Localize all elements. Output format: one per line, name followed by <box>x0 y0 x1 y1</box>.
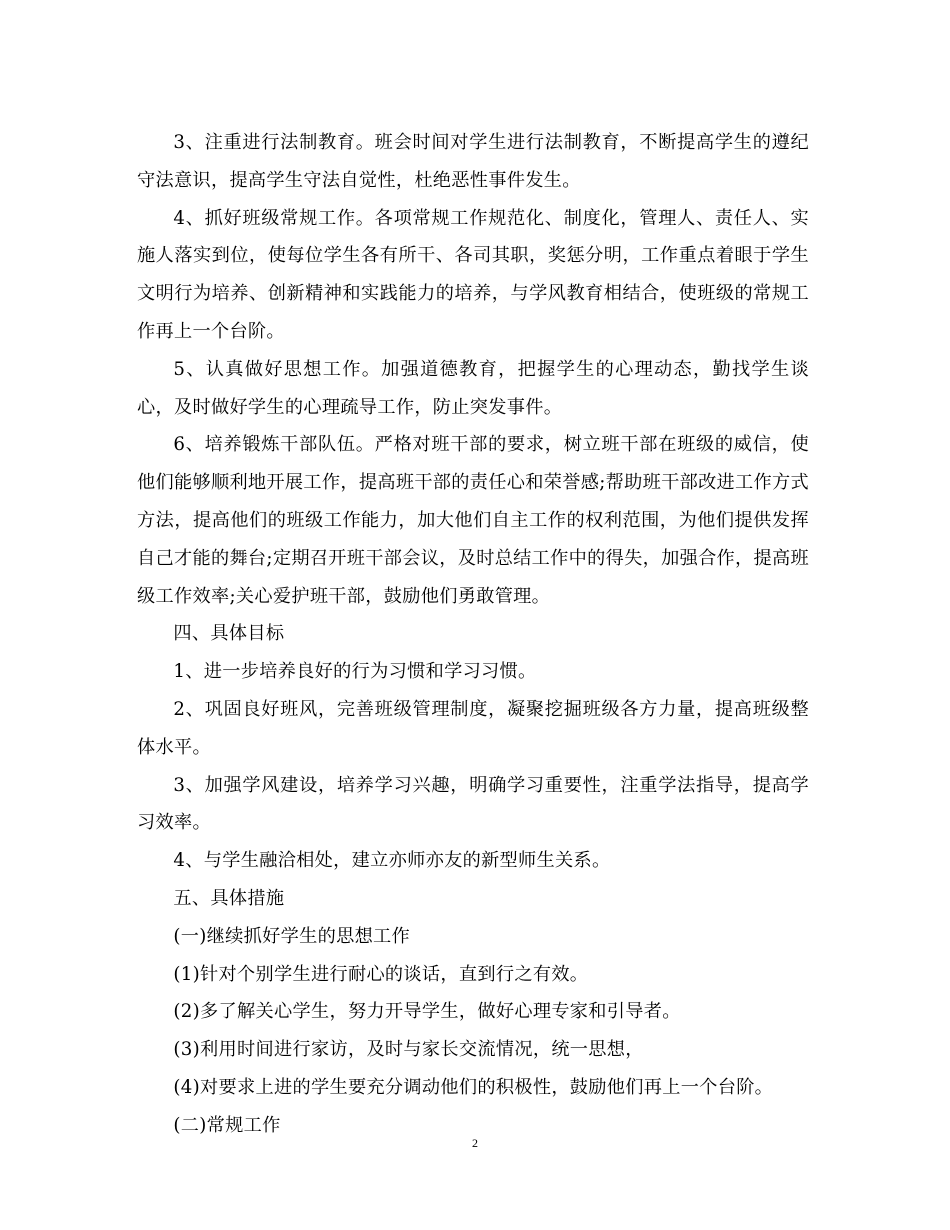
paragraph-measure-2: (2)多了解关心学生，努力开导学生，做好心理专家和引导者。 <box>173 1001 681 1023</box>
paragraph-goal-3: 3、加强学风建设，培养学习兴趣，明确学习重要性，注重学法指导，提高学习效率。 <box>137 774 809 834</box>
paragraph-class-routine: 4、抓好班级常规工作。各项常规工作规范化、制度化，管理人、责任人、实施人落实到位，使每位学生各有所干、各司其职，奖惩分明，工作重点着眼于学生文明行为培养、创新精神和实践能力的培养，与学风教育相结合，使班级的常规工作再上一个台阶。 <box>137 207 809 342</box>
paragraph-measure-1: (1)针对个别学生进行耐心的谈话，直到行之有效。 <box>173 963 589 985</box>
heading-specific-measures: 五、具体措施 <box>173 887 285 909</box>
document-body <box>137 124 809 1145</box>
paragraph-goal-2: 2、巩固良好班风，完善班级管理制度，凝聚挖掘班级各方力量，提高班级整体水平。 <box>137 698 809 758</box>
page-number: 2 <box>472 1136 478 1150</box>
paragraph-ideological-work: 5、认真做好思想工作。加强道德教育，把握学生的心理动态，勤找学生谈心，及时做好学生的心理疏导工作，防止突发事件。 <box>137 358 809 418</box>
paragraph-goal-1: 1、进一步培养良好的行为习惯和学习习惯。 <box>173 661 537 683</box>
paragraph-measure-3: (3)利用时间进行家访，及时与家长交流情况，统一思想， <box>173 1039 644 1061</box>
subheading-ideological-work: (一)继续抓好学生的思想工作 <box>173 925 411 947</box>
paragraph-goal-4: 4、与学生融洽相处，建立亦师亦友的新型师生关系。 <box>173 850 611 872</box>
subheading-routine-work: (二)常规工作 <box>173 1114 281 1136</box>
paragraph-cadre-training: 6、培养锻炼干部队伍。严格对班干部的要求，树立班干部在班级的威信，使他们能够顺利地开展工作，提高班干部的责任心和荣誉感;帮助班干部改进工作方式方法，提高他们的班级工作能力，加大他们自主工作的权利范围，为他们提供发挥自己才能的舞台;定期召开班干部会议，及时总结工作中的得失，加强合作，提高班级工作效率;关心爱护班干部，鼓励他们勇敢管理。 <box>137 434 809 607</box>
paragraph-law-education: 3、注重进行法制教育。班会时间对学生进行法制教育，不断提高学生的遵纪守法意识，提高学生守法自觉性，杜绝恶性事件发生。 <box>137 132 809 191</box>
paragraph-measure-4: (4)对要求上进的学生要充分调动他们的积极性，鼓励他们再上一个台阶。 <box>173 1076 774 1098</box>
heading-specific-goals: 四、具体目标 <box>173 623 285 645</box>
